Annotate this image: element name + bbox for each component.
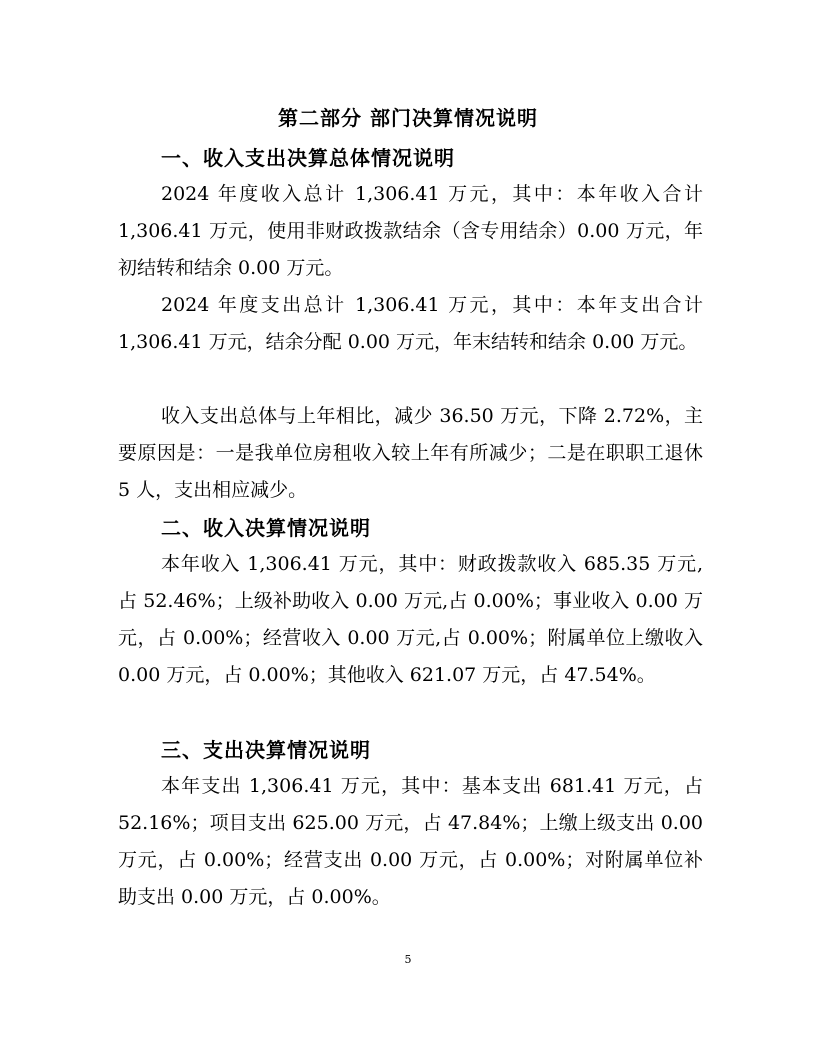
page-title: 第二部分 部门决算情况说明 <box>278 106 538 130</box>
paragraph-income-detail: 本年收入 1,306.41 万元，其中：财政拨款收入 685.35 万元,占 52.46%；上级补助收入 0.00 万元,占 0.00%；事业收入 0.00 万元，占 0.00%；经营收入 0.00 万元,占 0.00%；附属单位上缴收入 0.00 万元，占 0.00%；其他收入 621.07 万元，占 47.54%。 <box>118 553 703 686</box>
paragraph-expense-detail: 本年支出 1,306.41 万元，其中：基本支出 681.41 万元，占 52.16%；项目支出 625.00 万元，占 47.84%；上缴上级支出 0.00 万元，占 0.00%；经营支出 0.00 万元，占 0.00%；对附属单位补助支出 0.00 万元，占 0.00%。 <box>118 775 703 908</box>
section-heading-overall: 一、收入支出决算总体情况说明 <box>161 146 455 170</box>
section-heading-expense: 三、支出决算情况说明 <box>161 738 371 762</box>
page-number: 5 <box>404 953 412 966</box>
paragraph-income-total: 2024 年度收入总计 1,306.41 万元，其中：本年收入合计 1,306.41 万元，使用非财政拨款结余（含专用结余）0.00 万元，年初结转和结余 0.00 万元。 <box>118 183 703 279</box>
paragraph-expense-total: 2024 年度支出总计 1,306.41 万元，其中：本年支出合计 1,306.41 万元，结余分配 0.00 万元，年末结转和结余 0.00 万元。 <box>118 294 703 353</box>
paragraph-year-comparison: 收入支出总体与上年相比，减少 36.50 万元，下降 2.72%，主要原因是：一是我单位房租收入较上年有所减少；二是在职职工退休 5 人，支出相应减少。 <box>118 405 703 501</box>
section-heading-income: 二、收入决算情况说明 <box>161 516 371 540</box>
